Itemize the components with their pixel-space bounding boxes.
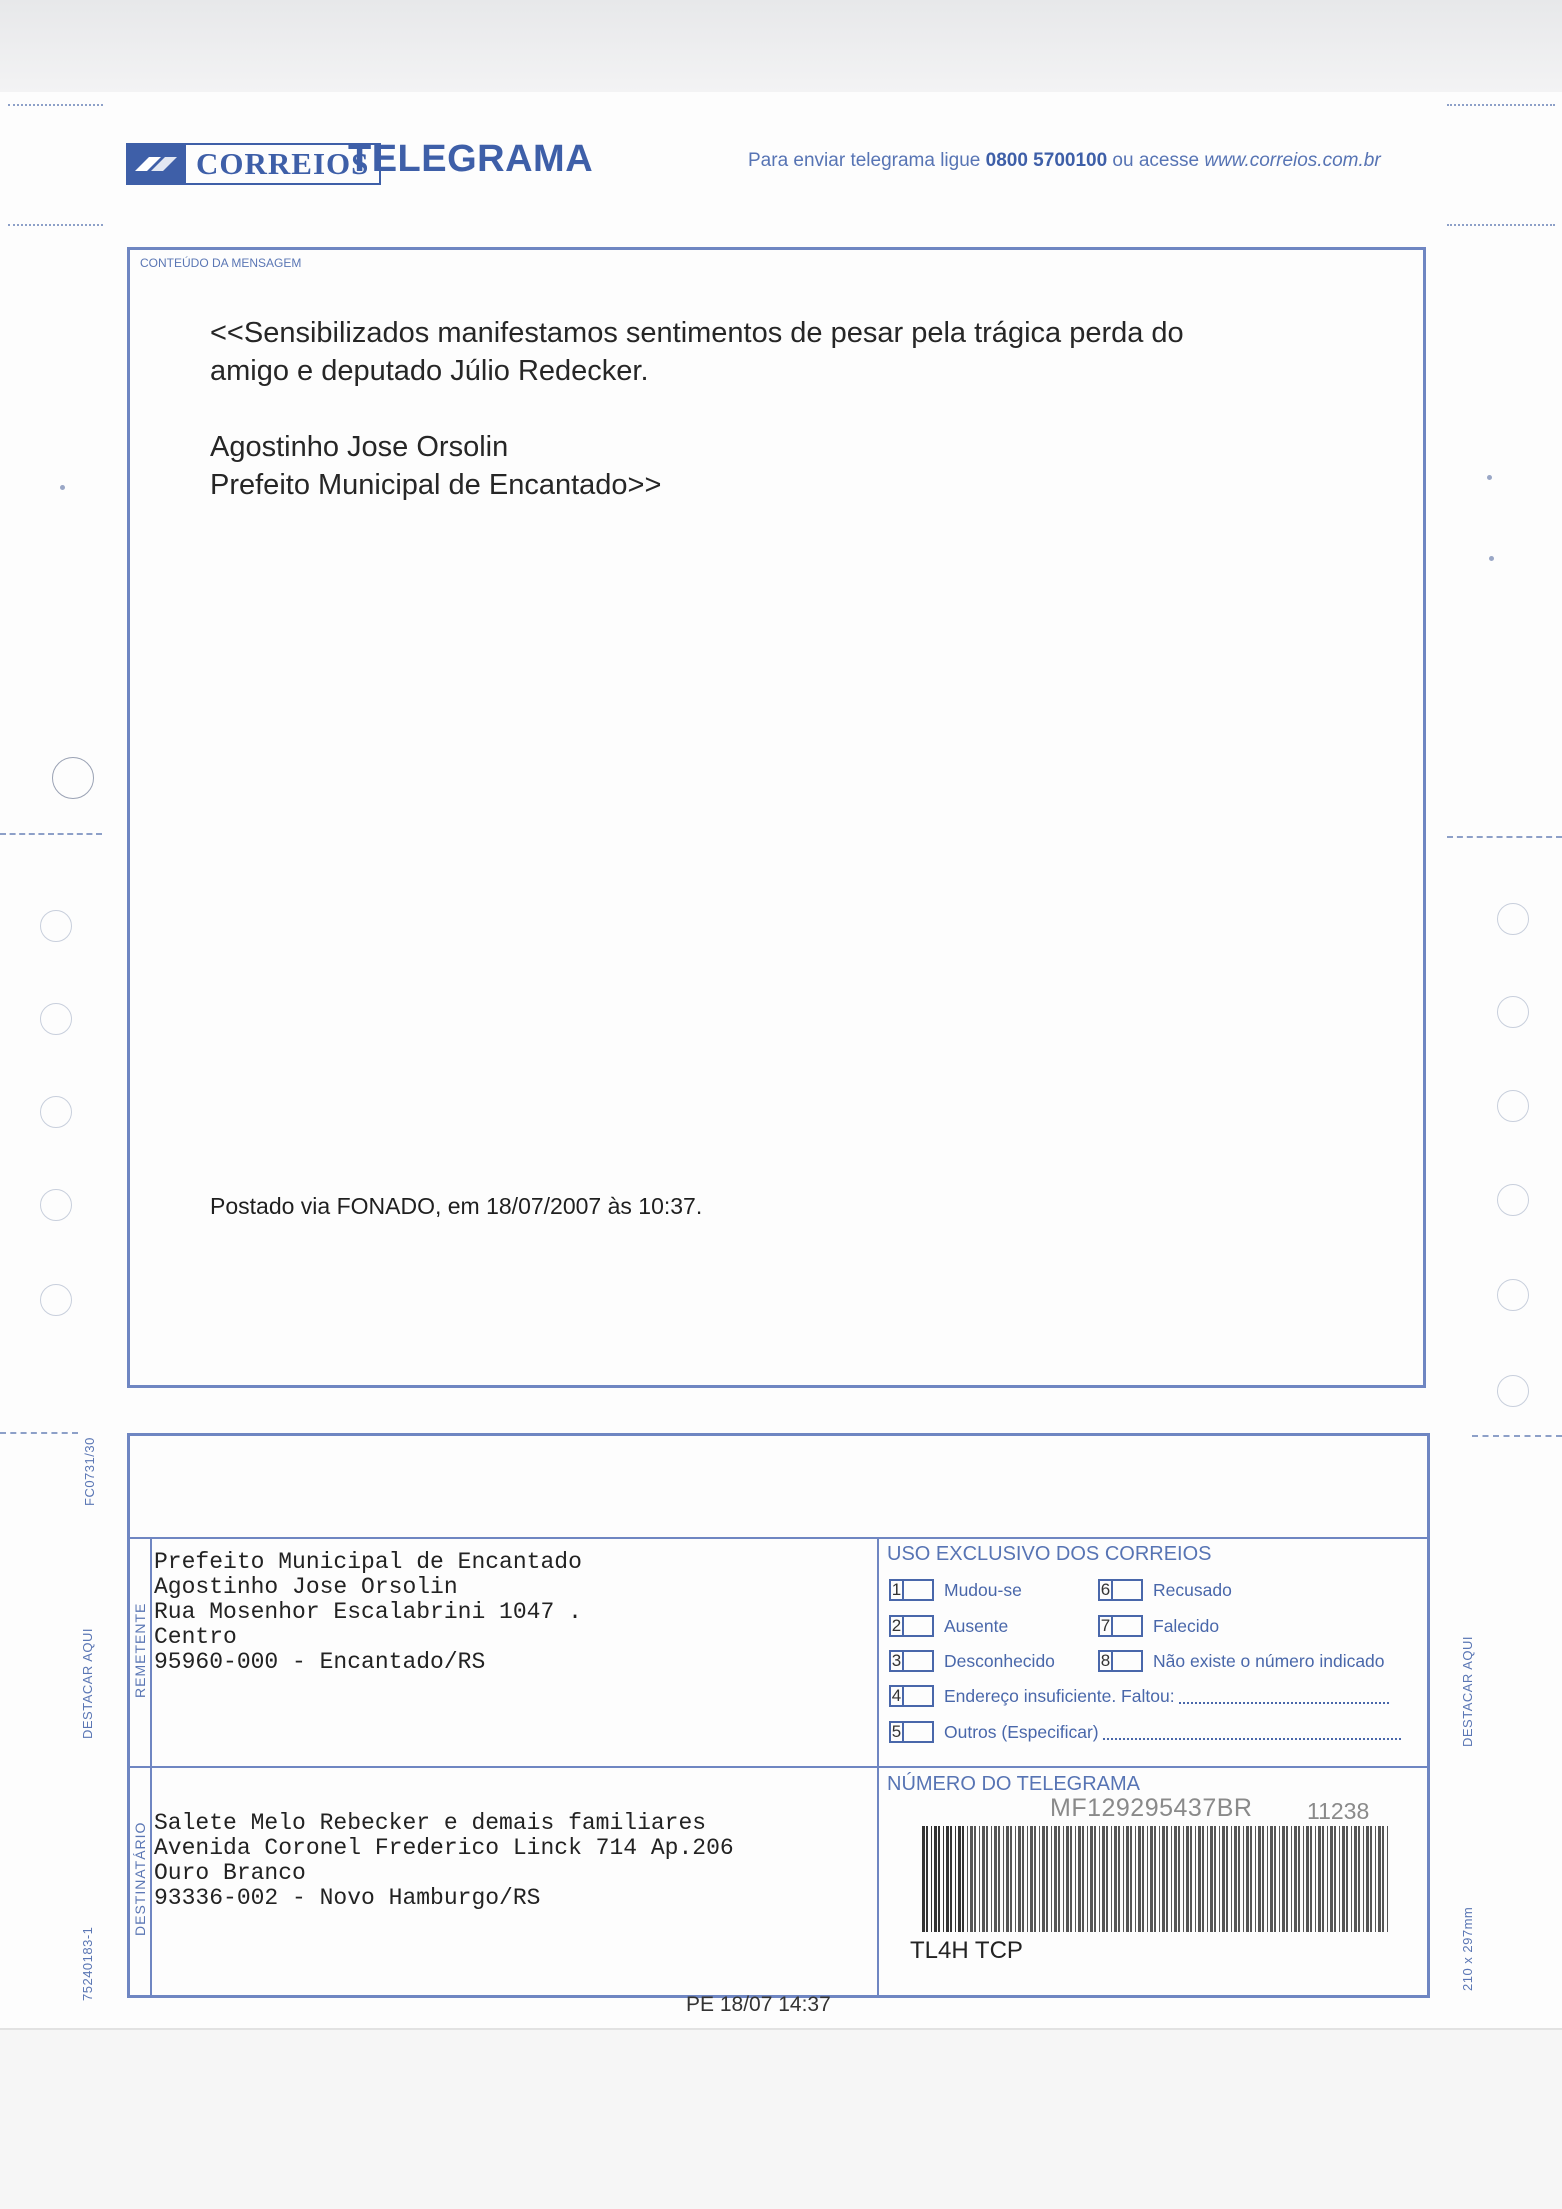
barcode-bar	[1094, 1826, 1096, 1932]
barcode-bar	[1123, 1826, 1124, 1932]
barcode-bar	[922, 1826, 925, 1932]
barcode-bar	[1198, 1826, 1201, 1932]
barcode-bar	[955, 1826, 956, 1932]
barcode-bar	[1030, 1826, 1033, 1932]
barcode-bar	[1178, 1826, 1180, 1932]
barcode-bar	[1274, 1826, 1276, 1932]
barcode-bar	[1138, 1826, 1141, 1932]
recipient-address: Salete Melo Rebecker e demais familiares Avenida Coronel Frederico Linck 714 Ap.206 Ouro Branco 93336-002 - Novo Hamburgo/RS	[154, 1810, 734, 1911]
barcode-bar	[1318, 1826, 1321, 1932]
barcode-bar	[991, 1826, 992, 1932]
barcode-bar	[1267, 1826, 1268, 1932]
barcode-bar	[1315, 1826, 1316, 1932]
barcode-bar	[994, 1826, 997, 1932]
barcode-bar	[970, 1826, 973, 1932]
barcode-bar	[1066, 1826, 1069, 1932]
barcode-bar	[938, 1826, 940, 1932]
tear-line	[1447, 836, 1562, 838]
barcode-bar	[1126, 1826, 1129, 1932]
telegram-number-title: NÚMERO DO TELEGRAMA	[887, 1773, 1140, 1795]
barcode-bar	[1166, 1826, 1168, 1932]
barcode-bar	[1183, 1826, 1184, 1932]
form-number: 75240183-1	[80, 1926, 95, 2001]
punch-hole	[52, 757, 94, 799]
barcode-bar	[1075, 1826, 1076, 1932]
message-box	[127, 247, 1426, 1388]
barcode-bar	[934, 1826, 937, 1932]
document-title: TELEGRAMA	[348, 138, 594, 180]
perforation-dots	[8, 104, 103, 108]
barcode-bar	[1327, 1826, 1328, 1932]
punch-hole	[40, 1096, 72, 1128]
barcode-bar	[1226, 1826, 1228, 1932]
barcode-bar	[1234, 1826, 1237, 1932]
note-middle: ou acesse	[1107, 150, 1205, 171]
barcode-bar	[1238, 1826, 1240, 1932]
barcode-bar	[1334, 1826, 1336, 1932]
barcode-bar	[1351, 1826, 1352, 1932]
barcode-bar	[1366, 1826, 1369, 1932]
barcode-bar	[1363, 1826, 1364, 1932]
barcode-bar	[1370, 1826, 1372, 1932]
barcode	[922, 1826, 1392, 1932]
barcode-bar	[1015, 1826, 1016, 1932]
correios-arrows-icon	[126, 143, 186, 185]
barcode-bar	[1034, 1826, 1036, 1932]
barcode-bar	[1346, 1826, 1348, 1932]
barcode-bar	[1087, 1826, 1088, 1932]
barcode-bar	[1078, 1826, 1081, 1932]
barcode-bar	[1339, 1826, 1340, 1932]
barcode-bar	[950, 1826, 952, 1932]
barcode-bar	[1306, 1826, 1309, 1932]
detach-label-right: DESTACAR AQUI	[1460, 1635, 1475, 1747]
barcode-bar	[1063, 1826, 1064, 1932]
barcode-bar	[958, 1826, 961, 1932]
barcode-bar	[979, 1826, 980, 1932]
divider	[128, 1766, 1428, 1768]
scan-speck	[1487, 475, 1492, 480]
tear-line	[0, 1432, 78, 1434]
barcode-bar	[962, 1826, 964, 1932]
punch-hole	[1497, 903, 1529, 935]
barcode-bar	[1111, 1826, 1112, 1932]
barcode-bar	[1387, 1826, 1388, 1932]
barcode-bar	[1282, 1826, 1285, 1932]
barcode-bar	[1106, 1826, 1108, 1932]
barcode-bar	[1358, 1826, 1360, 1932]
postmark-stamp: PE 18/07 14:37	[686, 1993, 831, 2016]
barcode-bar	[1010, 1826, 1012, 1932]
barcode-bar	[1202, 1826, 1204, 1932]
scan-speck	[1489, 556, 1494, 561]
barcode-bar	[1171, 1826, 1172, 1932]
note-site: www.correios.com.br	[1204, 150, 1381, 171]
option-outros[interactable]: 5 Outros (Especificar)	[889, 1721, 1401, 1743]
option-recusado[interactable]: 6 Recusado	[1098, 1579, 1232, 1601]
form-code: FC0731/30	[82, 1437, 97, 1506]
paper-edge	[0, 2028, 1562, 2030]
telegram-number: MF129295437BR	[1050, 1794, 1253, 1822]
barcode-bar	[1090, 1826, 1093, 1932]
divider	[877, 1538, 879, 1996]
barcode-bar	[1286, 1826, 1288, 1932]
barcode-bar	[1195, 1826, 1196, 1932]
barcode-bar	[1102, 1826, 1105, 1932]
barcode-bar	[1210, 1826, 1213, 1932]
telegram-code: 11238	[1307, 1798, 1370, 1824]
barcode-bar	[1294, 1826, 1297, 1932]
barcode-bar	[1118, 1826, 1120, 1932]
header-contact-note	[748, 150, 1381, 172]
barcode-bar	[1255, 1826, 1256, 1932]
option-mudou[interactable]: 1 Mudou-se	[889, 1579, 1022, 1601]
message-text	[210, 314, 1310, 504]
barcode-bar	[1354, 1826, 1357, 1932]
barcode-bar	[1003, 1826, 1004, 1932]
barcode-bar	[1270, 1826, 1273, 1932]
uso-title: USO EXCLUSIVO DOS CORREIOS	[887, 1543, 1212, 1565]
barcode-bar	[1190, 1826, 1192, 1932]
barcode-bar	[1250, 1826, 1252, 1932]
barcode-bar	[1222, 1826, 1225, 1932]
barcode-bar	[1046, 1826, 1048, 1932]
sender-address: Prefeito Municipal de Encantado Agostinho Jose Orsolin Rua Mosenhor Escalabrini 1047 . Centro 95960-000 - Encantado/RS	[154, 1549, 582, 1675]
note-phone: 0800 5700100	[985, 150, 1108, 171]
barcode-bar	[1291, 1826, 1292, 1932]
barcode-bar	[974, 1826, 976, 1932]
barcode-bar	[1018, 1826, 1021, 1932]
barcode-bar	[1231, 1826, 1232, 1932]
option-falecido[interactable]: 7 Falecido	[1098, 1615, 1219, 1637]
barcode-bar	[1262, 1826, 1264, 1932]
punch-hole	[1497, 1279, 1529, 1311]
punch-hole	[40, 1003, 72, 1035]
barcode-bar	[1051, 1826, 1052, 1932]
scanner-bottom-band	[0, 2030, 1562, 2209]
barcode-bar	[1142, 1826, 1144, 1932]
barcode-bar	[1070, 1826, 1072, 1932]
barcode-bar	[1099, 1826, 1100, 1932]
barcode-bar	[1022, 1826, 1024, 1932]
option-endereco-insuficiente[interactable]: 4 Endereço insuficiente. Faltou:	[889, 1685, 1389, 1707]
barcode-bar	[926, 1826, 928, 1932]
barcode-bar	[982, 1826, 985, 1932]
scan-speck	[60, 485, 65, 490]
punch-hole	[40, 1189, 72, 1221]
barcode-bar	[943, 1826, 944, 1932]
barcode-bar	[1243, 1826, 1244, 1932]
barcode-bar	[1378, 1826, 1381, 1932]
option-nao-existe[interactable]: 8 Não existe o número indicado	[1098, 1650, 1385, 1672]
message-line: <<Sensibilizados manifestamos sentimentos de pesar pela trágica perda do	[210, 317, 1184, 349]
routing-code: TL4H TCP	[910, 1937, 1023, 1964]
correios-logo	[126, 143, 381, 185]
barcode-bar	[1130, 1826, 1132, 1932]
divider	[150, 1538, 152, 1996]
barcode-bar	[1279, 1826, 1280, 1932]
posted-line: Postado via FONADO, em 18/07/2007 às 10:37.	[210, 1193, 703, 1219]
barcode-bar	[1219, 1826, 1220, 1932]
recipient-label: DESTINATÁRIO	[132, 1821, 148, 1936]
barcode-bar	[1298, 1826, 1300, 1932]
barcode-bar	[1162, 1826, 1165, 1932]
message-line: amigo e deputado Júlio Redecker.	[210, 355, 649, 387]
message-label: CONTEÚDO DA MENSAGEM	[140, 256, 302, 270]
detach-label-left: DESTACAR AQUI	[80, 1627, 95, 1739]
barcode-bar	[1258, 1826, 1261, 1932]
scanner-top-band	[0, 0, 1562, 92]
punch-hole	[1497, 1090, 1529, 1122]
tear-line	[1472, 1435, 1562, 1437]
barcode-bar	[1135, 1826, 1136, 1932]
correios-wordmark: CORREIOS	[186, 143, 381, 185]
barcode-bar	[1082, 1826, 1084, 1932]
barcode-bar	[1159, 1826, 1160, 1932]
barcode-bar	[1375, 1826, 1376, 1932]
barcode-bar	[931, 1826, 932, 1932]
paper-size: 210 x 297mm	[1460, 1906, 1475, 1991]
barcode-bar	[1154, 1826, 1156, 1932]
barcode-bar	[998, 1826, 1000, 1932]
barcode-bar	[1054, 1826, 1057, 1932]
barcode-bar	[1303, 1826, 1304, 1932]
barcode-bar	[1342, 1826, 1345, 1932]
note-prefix: Para enviar telegrama ligue	[748, 150, 986, 171]
barcode-bar	[1186, 1826, 1189, 1932]
barcode-bar	[1207, 1826, 1208, 1932]
punch-hole	[40, 910, 72, 942]
option-desconhecido[interactable]: 3 Desconhecido	[889, 1650, 1055, 1672]
perforation-dots	[1447, 104, 1555, 108]
divider	[128, 1537, 1428, 1539]
perforation-dots	[1447, 224, 1555, 228]
punch-hole	[1497, 1184, 1529, 1216]
barcode-bar	[1150, 1826, 1153, 1932]
barcode-bar	[1382, 1826, 1384, 1932]
barcode-bar	[1042, 1826, 1045, 1932]
barcode-bar	[1058, 1826, 1060, 1932]
sender-label: REMETENTE	[132, 1602, 148, 1698]
barcode-bar	[946, 1826, 949, 1932]
option-ausente[interactable]: 2 Ausente	[889, 1615, 1008, 1637]
message-line: Prefeito Municipal de Encantado>>	[210, 469, 662, 501]
barcode-bar	[1174, 1826, 1177, 1932]
barcode-bar	[1147, 1826, 1148, 1932]
barcode-bar	[1114, 1826, 1117, 1932]
punch-hole	[1497, 1375, 1529, 1407]
barcode-bar	[967, 1826, 968, 1932]
barcode-bar	[1310, 1826, 1312, 1932]
perforation-dots	[8, 224, 103, 228]
barcode-bar	[1027, 1826, 1028, 1932]
barcode-bar	[1006, 1826, 1009, 1932]
punch-hole	[40, 1284, 72, 1316]
punch-hole	[1497, 996, 1529, 1028]
barcode-bar	[986, 1826, 988, 1932]
barcode-bar	[1246, 1826, 1249, 1932]
barcode-bar	[1322, 1826, 1324, 1932]
barcode-bar	[1214, 1826, 1216, 1932]
tear-line	[0, 833, 102, 835]
barcode-bar	[1039, 1826, 1040, 1932]
barcode-bar	[1330, 1826, 1333, 1932]
message-line: Agostinho Jose Orsolin	[210, 431, 509, 463]
